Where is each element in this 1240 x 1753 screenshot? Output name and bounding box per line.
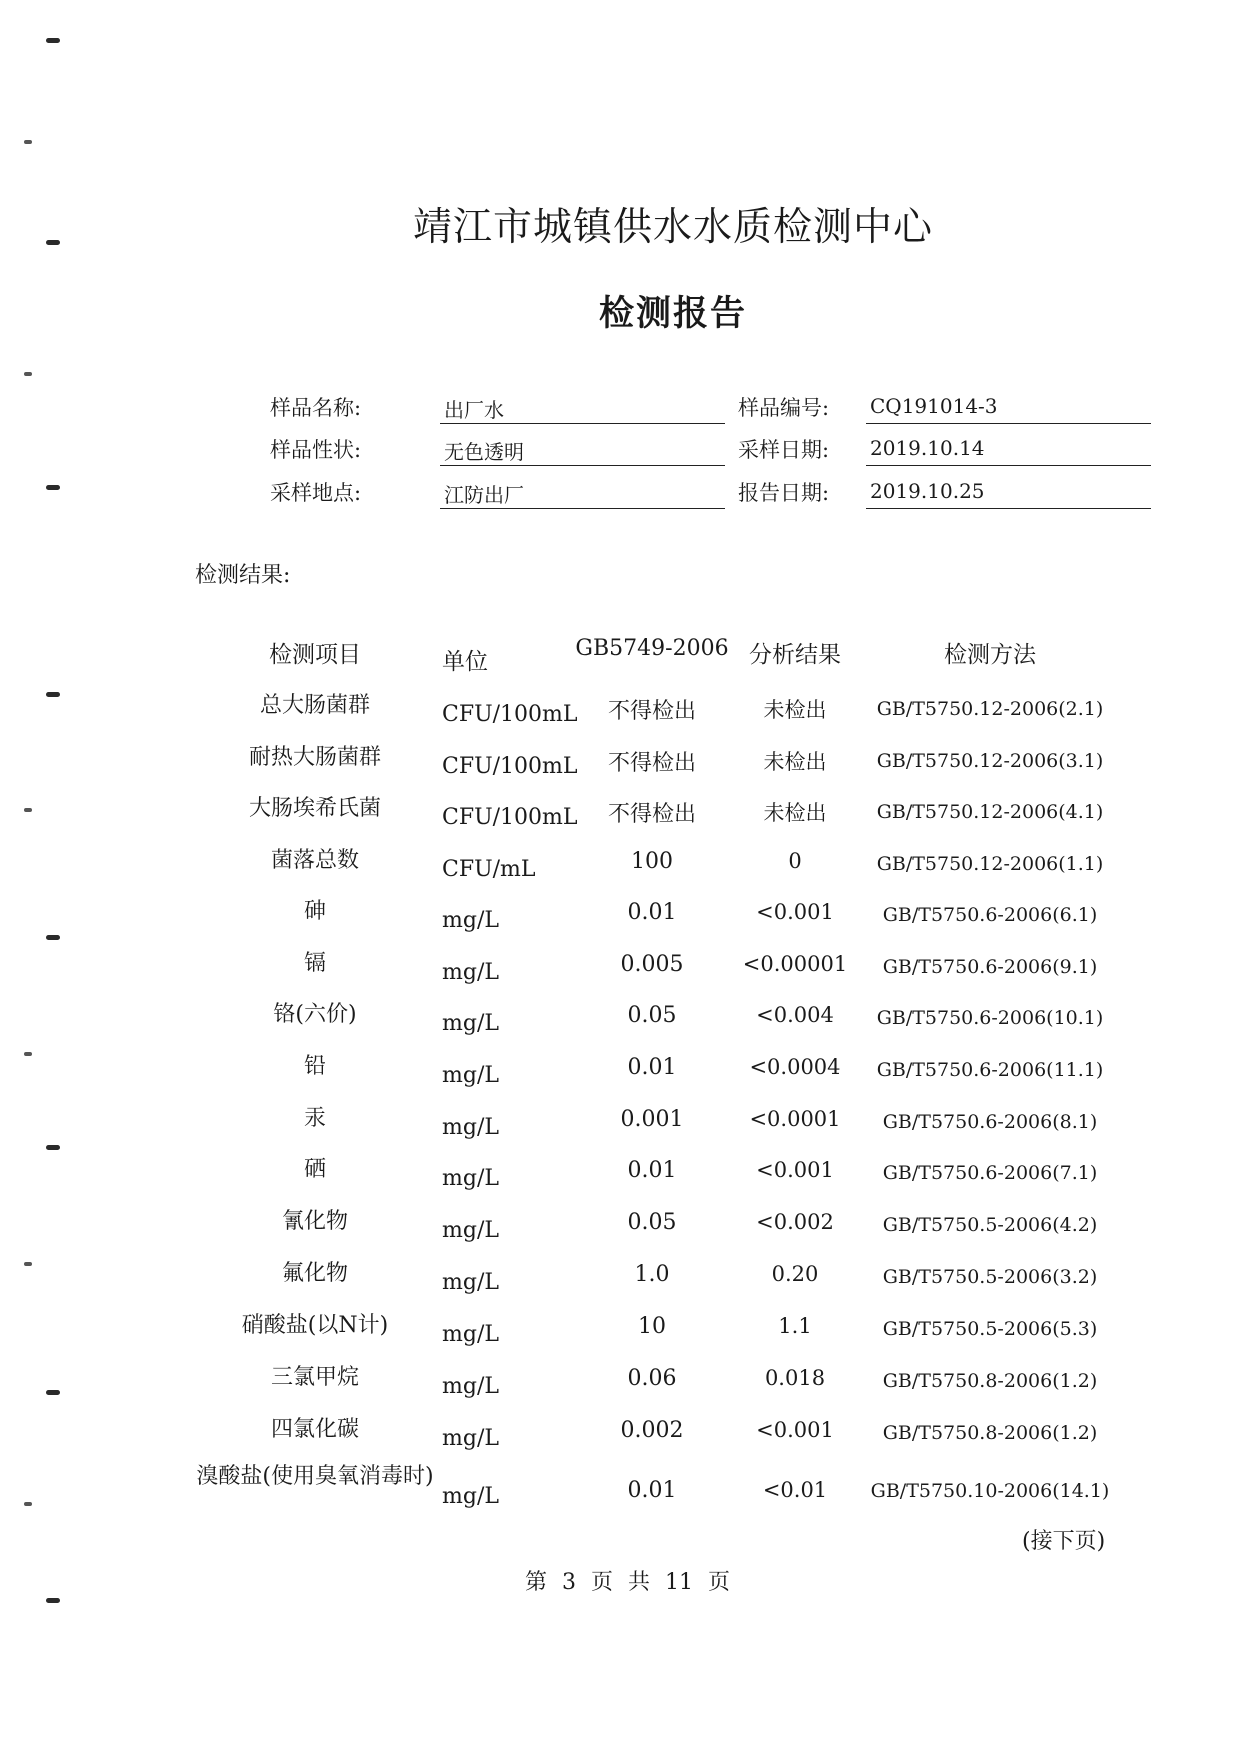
header-standard: GB5749-2006 — [575, 636, 729, 661]
table-row — [0, 1464, 1240, 1524]
sampling-date-label: 采样日期: — [738, 438, 830, 462]
result-cell: 0.018 — [764, 1366, 826, 1390]
method-cell: GB/T5750.8-2006(1.2) — [882, 1422, 1098, 1444]
sample-no-value: CQ191014-3 — [866, 394, 1151, 424]
unit-cell: mg/L — [442, 1270, 499, 1295]
sample-state-value: 无色透明 — [440, 436, 725, 466]
table-row — [0, 1412, 1240, 1464]
standard-cell: 100 — [631, 849, 673, 874]
standard-cell: 0.05 — [627, 1003, 677, 1028]
result-cell: <0.00001 — [742, 952, 848, 976]
table-row — [0, 1204, 1240, 1256]
report-date-label: 报告日期: — [738, 481, 830, 505]
header-method: 检测方法 — [944, 642, 1036, 668]
sample-name-value: 出厂水 — [440, 394, 725, 424]
item-cell: 硒 — [303, 1157, 326, 1182]
item-cell: 大肠埃希氏菌 — [248, 796, 381, 821]
sample-no-label: 样品编号: — [738, 396, 830, 420]
info-row-2 — [0, 430, 1240, 470]
method-cell: GB/T5750.6-2006(8.1) — [882, 1111, 1098, 1133]
punch-mark — [24, 140, 32, 144]
report-title: 检测报告 — [598, 293, 747, 334]
standard-cell: 不得检出 — [607, 802, 696, 827]
item-cell: 镉 — [303, 951, 326, 976]
table-row — [0, 894, 1240, 946]
unit-cell: mg/L — [442, 1218, 499, 1243]
result-cell: <0.001 — [756, 1418, 834, 1442]
unit-cell: mg/L — [442, 1484, 499, 1509]
method-cell: GB/T5750.6-2006(7.1) — [882, 1162, 1098, 1184]
result-cell: <0.001 — [756, 900, 834, 924]
method-cell: GB/T5750.12-2006(3.1) — [876, 750, 1104, 772]
standard-cell: 0.01 — [627, 1055, 677, 1080]
item-cell: 耐热大肠菌群 — [248, 745, 381, 770]
table-row — [0, 1308, 1240, 1360]
report-date-value: 2019.10.25 — [866, 479, 1151, 509]
header-item: 检测项目 — [269, 642, 361, 668]
method-cell: GB/T5750.5-2006(5.3) — [882, 1318, 1098, 1340]
result-cell: 未检出 — [763, 698, 827, 722]
unit-cell: mg/L — [442, 960, 499, 985]
result-cell: <0.002 — [756, 1210, 834, 1234]
info-row-3 — [0, 473, 1240, 513]
item-cell: 溴酸盐(使用臭氧消毒时) — [196, 1464, 434, 1489]
header-unit: 单位 — [442, 649, 488, 675]
item-cell: 三氯甲烷 — [270, 1365, 359, 1390]
item-cell: 砷 — [303, 899, 326, 924]
table-row — [0, 997, 1240, 1049]
method-cell: GB/T5750.5-2006(3.2) — [882, 1266, 1098, 1288]
punch-mark — [46, 1598, 60, 1603]
result-cell: 0 — [788, 849, 802, 873]
unit-cell: mg/L — [442, 1322, 499, 1347]
unit-cell: mg/L — [442, 1166, 499, 1191]
method-cell: GB/T5750.12-2006(4.1) — [876, 801, 1104, 823]
standard-cell: 0.002 — [620, 1418, 684, 1443]
continued-note: (接下页) — [1022, 1529, 1106, 1554]
result-cell: 未检出 — [763, 801, 827, 825]
result-cell: 未检出 — [763, 750, 827, 774]
unit-cell: CFU/100mL — [442, 805, 578, 830]
header-result: 分析结果 — [749, 642, 841, 668]
table-row — [0, 791, 1240, 843]
item-cell: 铬(六价) — [273, 1002, 357, 1027]
result-cell: 0.20 — [771, 1262, 819, 1286]
result-cell: <0.0004 — [749, 1055, 841, 1079]
sampling-date-value: 2019.10.14 — [866, 436, 1151, 466]
table-row — [0, 1101, 1240, 1153]
standard-cell: 不得检出 — [607, 699, 696, 724]
unit-cell: mg/L — [442, 908, 499, 933]
item-cell: 总大肠菌群 — [259, 693, 370, 718]
standard-cell: 0.01 — [627, 1158, 677, 1183]
unit-cell: mg/L — [442, 1426, 499, 1451]
item-cell: 汞 — [303, 1106, 326, 1131]
unit-cell: mg/L — [442, 1115, 499, 1140]
item-cell: 菌落总数 — [270, 848, 359, 873]
table-row — [0, 843, 1240, 895]
result-cell: <0.004 — [756, 1003, 834, 1027]
method-cell: GB/T5750.12-2006(1.1) — [876, 853, 1104, 875]
method-cell: GB/T5750.5-2006(4.2) — [882, 1214, 1098, 1236]
sampling-site-value: 江防出厂 — [440, 479, 725, 509]
unit-cell: mg/L — [442, 1374, 499, 1399]
table-row — [0, 946, 1240, 998]
method-cell: GB/T5750.6-2006(10.1) — [876, 1007, 1104, 1029]
page-number: 第 3 页 共 11 页 — [525, 1570, 730, 1595]
item-cell: 硝酸盐(以N计) — [241, 1313, 389, 1338]
unit-cell: CFU/100mL — [442, 754, 578, 779]
result-cell: 1.1 — [778, 1314, 812, 1338]
standard-cell: 0.005 — [620, 952, 684, 977]
standard-cell: 0.06 — [627, 1366, 677, 1391]
table-row — [0, 1049, 1240, 1101]
item-cell: 四氯化碳 — [270, 1417, 359, 1442]
table-row — [0, 1152, 1240, 1204]
standard-cell: 0.01 — [627, 1478, 677, 1503]
method-cell: GB/T5750.10-2006(14.1) — [870, 1480, 1110, 1502]
info-row-1 — [0, 388, 1240, 428]
unit-cell: CFU/mL — [442, 857, 536, 882]
result-cell: <0.01 — [762, 1478, 828, 1502]
method-cell: GB/T5750.6-2006(11.1) — [876, 1059, 1104, 1081]
item-cell: 氰化物 — [281, 1209, 348, 1234]
standard-cell: 0.05 — [627, 1210, 677, 1235]
unit-cell: CFU/100mL — [442, 702, 578, 727]
standard-cell: 1.0 — [634, 1262, 670, 1287]
item-cell: 氟化物 — [281, 1261, 348, 1286]
method-cell: GB/T5750.8-2006(1.2) — [882, 1370, 1098, 1392]
standard-cell: 0.001 — [620, 1107, 684, 1132]
organization-title: 靖江市城镇供水水质检测中心 — [412, 205, 933, 250]
standard-cell: 10 — [638, 1314, 666, 1339]
result-cell: <0.001 — [756, 1158, 834, 1182]
item-cell: 铅 — [303, 1054, 326, 1079]
table-row — [0, 1256, 1240, 1308]
table-row — [0, 1360, 1240, 1412]
method-cell: GB/T5750.6-2006(6.1) — [882, 904, 1098, 926]
sampling-site-label: 采样地点: — [270, 481, 362, 505]
standard-cell: 0.01 — [627, 900, 677, 925]
punch-mark — [24, 372, 32, 376]
standard-cell: 不得检出 — [607, 751, 696, 776]
sample-state-label: 样品性状: — [270, 438, 362, 462]
unit-cell: mg/L — [442, 1063, 499, 1088]
results-heading: 检测结果: — [195, 563, 291, 588]
punch-mark — [46, 38, 60, 43]
table-row — [0, 688, 1240, 740]
method-cell: GB/T5750.12-2006(2.1) — [876, 698, 1104, 720]
result-cell: <0.0001 — [749, 1107, 841, 1131]
method-cell: GB/T5750.6-2006(9.1) — [882, 956, 1098, 978]
table-row — [0, 740, 1240, 792]
sample-name-label: 样品名称: — [270, 396, 362, 420]
unit-cell: mg/L — [442, 1011, 499, 1036]
